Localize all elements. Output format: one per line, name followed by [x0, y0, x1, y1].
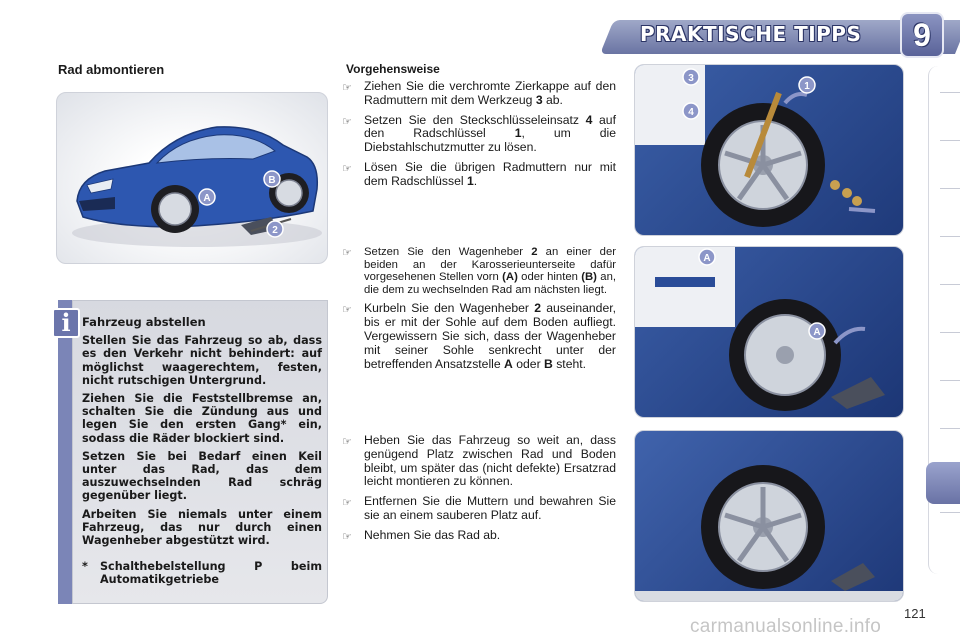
marker-2-label: 2 — [272, 225, 278, 236]
page-number: 121 — [904, 606, 926, 621]
tab-divider — [940, 188, 960, 189]
car-drawing — [57, 93, 328, 264]
marker-4-label: 4 — [688, 107, 694, 118]
info-paragraph: Setzen Sie bei Bedarf einen Keil unter das Rad, das dem auszuwechselnden Rad schräg gegenüber liegt. — [82, 449, 322, 503]
chapter-header — [560, 8, 960, 58]
marker-3-label: 3 — [688, 73, 694, 84]
wheel-lifted-photo — [634, 430, 904, 602]
marker-b-label: B — [268, 175, 276, 186]
footnote-text — [100, 560, 322, 586]
procedure-heading: Vorgehensweise — [346, 62, 440, 76]
car-jack-illustration — [56, 92, 328, 264]
marker-1-label: 1 — [804, 81, 810, 92]
watermark: carmanualsonline.info — [690, 616, 882, 637]
tab-divider — [940, 140, 960, 141]
lifted-wheel-drawing — [635, 431, 904, 602]
tab-divider — [940, 380, 960, 381]
info-paragraph: Stellen Sie das Fahrzeug so ab, dass es den Verkehr nicht behindert: auf möglichst waagerechtem, festen, nicht rutschigen Untergrund. — [82, 334, 322, 387]
footnote-part: P — [254, 560, 263, 573]
pointing-hand-icon: ☞ — [342, 114, 352, 128]
tab-divider — [940, 92, 960, 93]
chapter-number-badge: 9 — [900, 12, 944, 58]
procedure-step: ☞ Setzen Sie den Wagenheber 2 an einer der beiden an der Karosserieunterseite dafür vorgesehenen Stellen vorn (A) oder hinten (B) an, die dem zu wechselnden Rad am nächsten liegt. — [342, 246, 617, 296]
pointing-hand-icon: ☞ — [342, 435, 352, 448]
procedure-step: ☞ Nehmen Sie das Rad ab. — [342, 527, 501, 543]
wheel-wrench-drawing — [635, 65, 904, 236]
procedure-step: ☞ Heben Sie das Fahrzeug so weit an, dass genügend Platz zwischen Rad und Boden bleibt, um später das (nicht defekte) Ersatzrad leicht montieren zu können. — [342, 433, 616, 489]
footnote-line: Automatikgetriebe — [100, 573, 219, 587]
section-title: Rad abmontieren — [58, 62, 165, 77]
procedure-step: ☞ Lösen Sie die übrigen Radmuttern nur mit dem Radschlüssel 1. — [342, 159, 616, 188]
pointing-hand-icon: ☞ — [342, 246, 352, 259]
footnote-star: * — [82, 560, 88, 573]
procedure-step: ☞ Entfernen Sie die Muttern und bewahren Sie sie an einem sauberen Platz auf. — [342, 494, 616, 522]
info-box-content — [82, 316, 322, 552]
footnote — [82, 560, 322, 586]
info-paragraph: Ziehen Sie die Feststellbremse an, schalten Sie die Zündung aus und legen Sie den ersten Gang* ein, sodass die Räder blockiert sind. — [82, 392, 322, 445]
info-icon: i — [52, 308, 80, 338]
pointing-hand-icon: ☞ — [342, 303, 352, 317]
marker-a-label: A — [813, 327, 821, 338]
tab-divider — [940, 428, 960, 429]
marker-a-label: A — [203, 193, 211, 204]
procedure-step: ☞ Setzen Sie den Steckschlüsseleinsatz 4 auf den Radschlüssel 1, um die Diebstahlschutzmutter zu lösen. — [342, 112, 617, 155]
chapter-title: PRAKTISCHE TIPPS — [640, 22, 862, 46]
tab-divider — [940, 284, 960, 285]
procedure-step: ☞ Kurbeln Sie den Wagenheber 2 auseinander, bis er mit der Sohle auf dem Boden aufliegt. Vergewissern Sie sich, dass der Wagenheber mit seiner Sohle senkrecht unter der betreffenden Ansatzstelle A oder B steht. — [342, 301, 616, 371]
procedure-step: ☞ Ziehen Sie die verchromte Zierkappe auf den Radmuttern mit dem Werkzeug 3 ab. — [342, 79, 616, 107]
marker-a-top-label: A — [703, 253, 711, 264]
tab-divider — [940, 236, 960, 237]
footnote-line — [100, 560, 322, 573]
tab-divider — [940, 332, 960, 333]
wheel-nut-removal-photo — [634, 64, 904, 236]
footnote-part: Schalthebelstellung — [100, 560, 226, 573]
pointing-hand-icon: ☞ — [342, 496, 352, 510]
jack-drawing — [635, 247, 904, 418]
info-paragraph: Arbeiten Sie niemals unter einem Fahrzeug, das nur durch einen Wagenheber abgestützt wird. — [82, 507, 322, 548]
tab-divider — [940, 512, 960, 513]
info-box-title: Fahrzeug abstellen — [82, 315, 206, 329]
pointing-hand-icon: ☞ — [342, 81, 352, 94]
procedure-group-3 — [342, 434, 616, 550]
jack-placement-photo — [634, 246, 904, 418]
chapter-tab-active[interactable] — [926, 462, 960, 504]
pointing-hand-icon: ☞ — [342, 529, 352, 543]
pointing-hand-icon: ☞ — [342, 161, 352, 175]
footnote-part: beim — [290, 560, 322, 573]
procedure-group-1 — [342, 80, 616, 195]
procedure-group-2 — [342, 246, 616, 377]
